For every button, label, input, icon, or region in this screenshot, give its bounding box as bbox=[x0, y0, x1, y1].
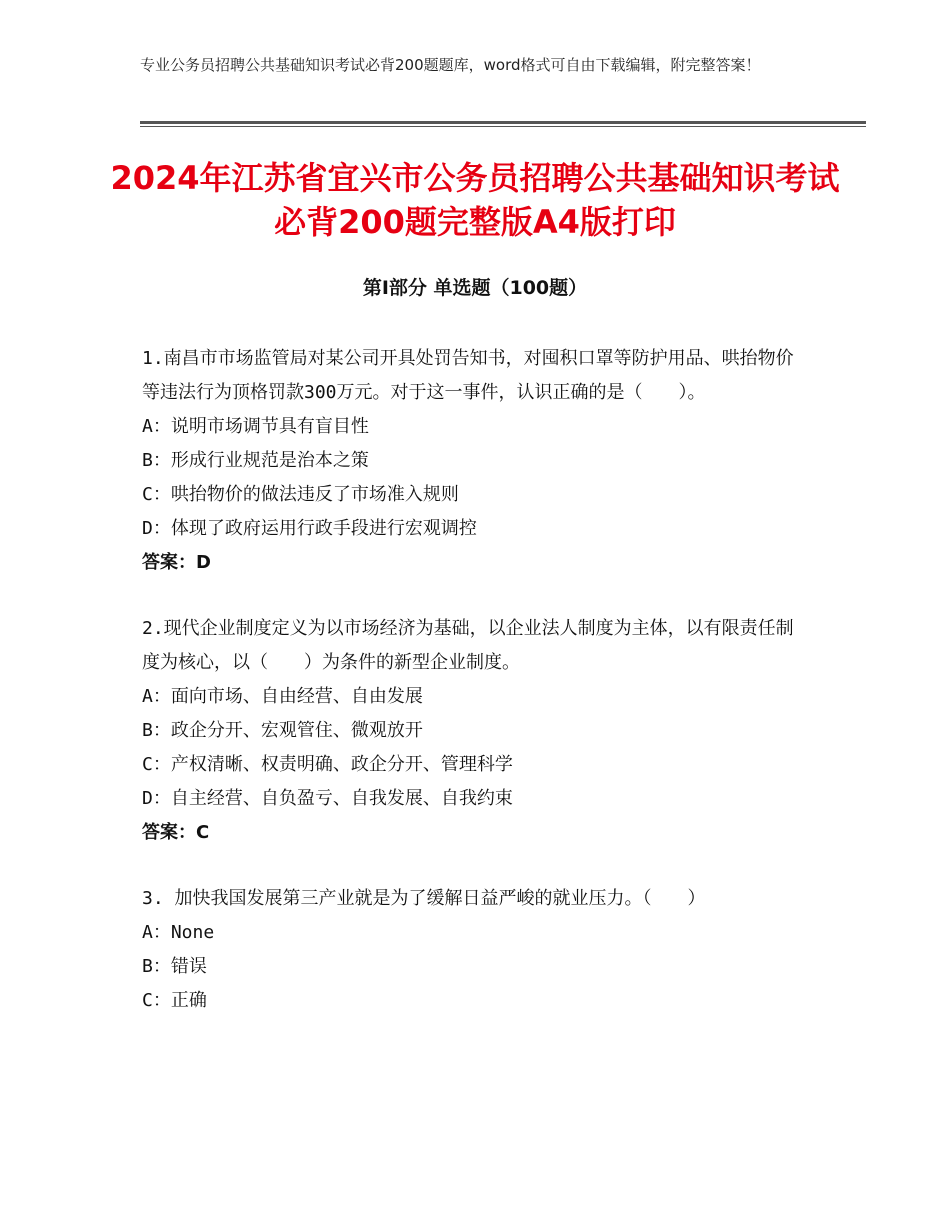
option-c: C：哄抬物价的做法违反了市场准入规则 bbox=[142, 484, 459, 505]
question-3 bbox=[142, 882, 810, 1018]
header-divider-thick bbox=[140, 121, 866, 124]
option-b: B：形成行业规范是治本之策 bbox=[142, 450, 369, 471]
header-divider-thin bbox=[140, 126, 866, 127]
answer-label: 答案：C bbox=[142, 822, 210, 843]
question-stem: 2.现代企业制度定义为以市场经济为基础，以企业法人制度为主体，以有限责任制度为核心，以（ ）为条件的新型企业制度。 bbox=[142, 618, 794, 673]
option-d: D：自主经营、自负盈亏、自我发展、自我约束 bbox=[142, 788, 513, 809]
question-stem: 3. 加快我国发展第三产业就是为了缓解日益严峻的就业压力。（ ） bbox=[142, 888, 706, 909]
question-stem: 1.南昌市市场监管局对某公司开具处罚告知书，对囤积口罩等防护用品、哄抬物价等违法行为顶格罚款300万元。对于这一事件，认识正确的是（ ）。 bbox=[142, 348, 794, 403]
option-a: A：None bbox=[142, 922, 215, 943]
document-title: 2024年江苏省宜兴市公务员招聘公共基础知识考试必背200题完整版A4版打印 bbox=[110, 159, 840, 241]
option-c: C：产权清晰、权责明确、政企分开、管理科学 bbox=[142, 754, 513, 775]
option-b: B：错误 bbox=[142, 956, 207, 977]
answer-label: 答案：D bbox=[142, 552, 211, 573]
section-title: 第I部分 单选题（100题） bbox=[362, 277, 588, 299]
option-c: C：正确 bbox=[142, 990, 207, 1011]
option-d: D：体现了政府运用行政手段进行宏观调控 bbox=[142, 518, 477, 539]
option-a: A：说明市场调节具有盲目性 bbox=[142, 416, 369, 437]
option-b: B：政企分开、宏观管住、微观放开 bbox=[142, 720, 423, 741]
option-a: A：面向市场、自由经营、自由发展 bbox=[142, 686, 423, 707]
question-1 bbox=[142, 342, 810, 580]
question-2 bbox=[142, 612, 810, 850]
header-note: 专业公务员招聘公共基础知识考试必背200题题库，word格式可自由下载编辑，附完整答案！ bbox=[140, 56, 761, 74]
question-list bbox=[142, 342, 810, 1050]
